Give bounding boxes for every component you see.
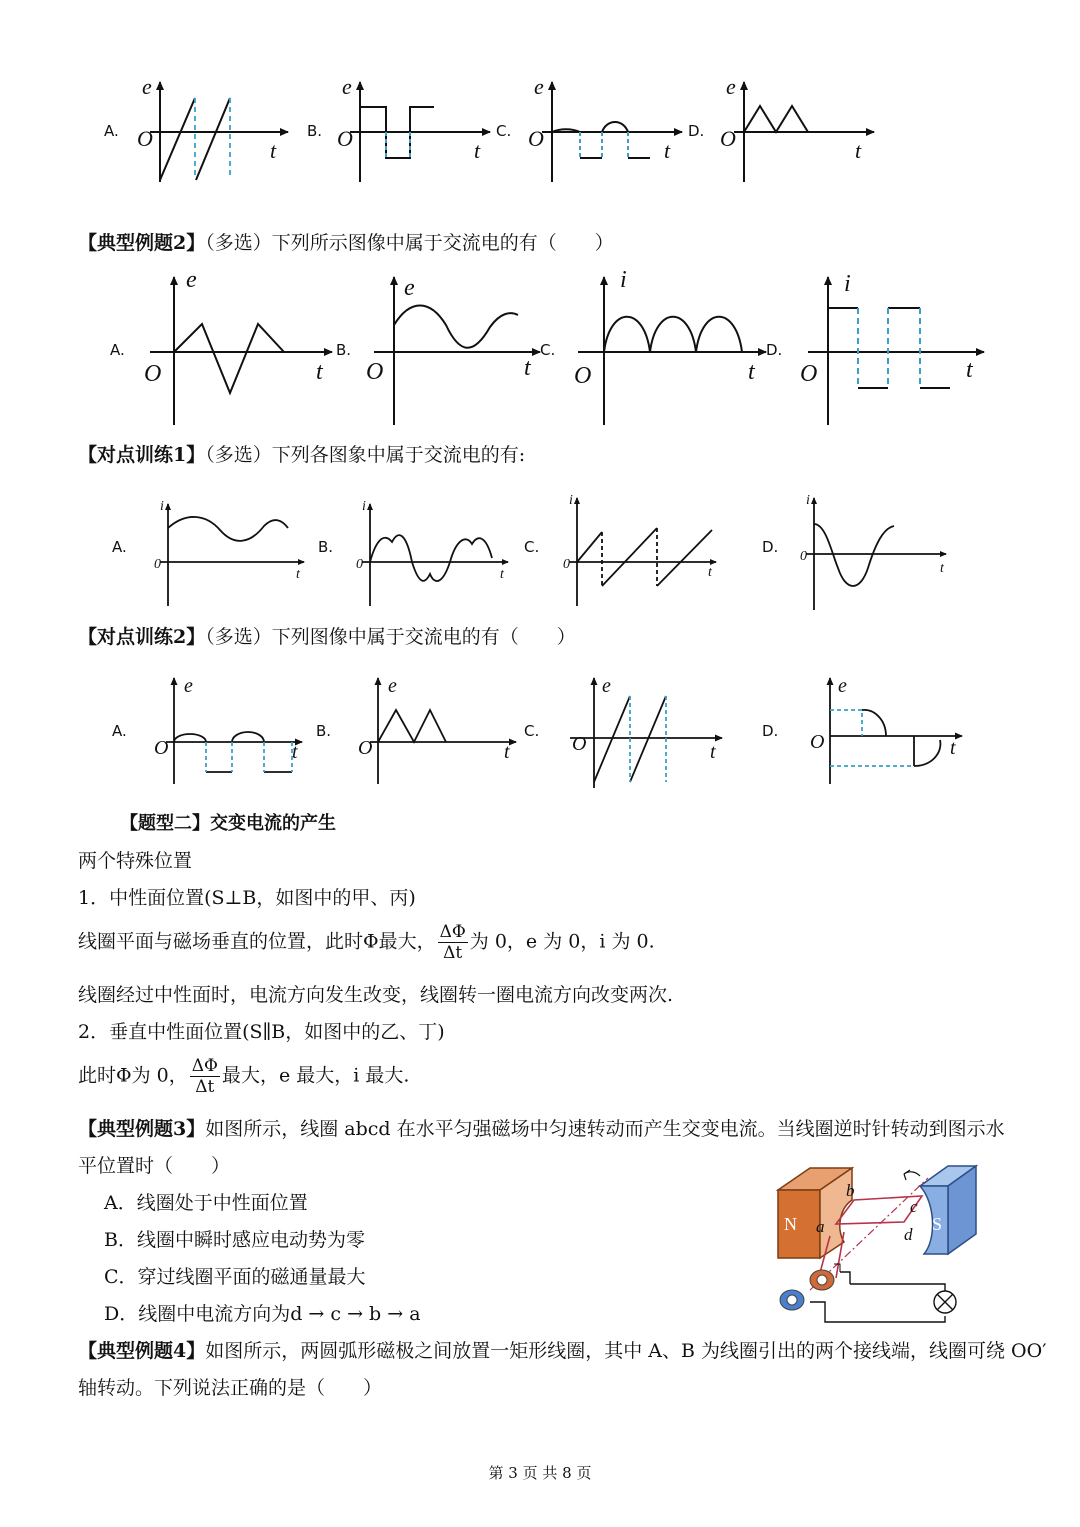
tr2-option-d: D.	[762, 722, 779, 740]
ex2-option-c: C.	[540, 341, 556, 359]
label-c: c	[910, 1197, 918, 1216]
delta-phi-fraction-2	[190, 1056, 220, 1097]
section-item1: 1．中性面位置(S⊥B，如图中的甲、丙)	[78, 887, 416, 909]
tr1-d-y: i	[806, 493, 810, 508]
ex3-choice-d: D．线圈中电流方向为d → c → b → a	[104, 1303, 421, 1325]
ex2-d-y: i	[844, 271, 851, 297]
tr2-graphs	[0, 672, 1080, 794]
tr2-d-y: e	[838, 675, 847, 697]
tr2-text: （多选）下列图像中属于交流电的有（ ）	[205, 626, 576, 648]
tr1-b-o: 0	[356, 557, 363, 572]
row1-c-o: O	[528, 126, 544, 151]
ex2-a-o: O	[144, 361, 162, 387]
tr2-option-c: C.	[524, 722, 540, 740]
tr2-a-curve	[174, 732, 292, 772]
tr1-d-curve	[814, 524, 894, 586]
tr1-d-x: t	[940, 561, 944, 576]
row1-b-x: t	[474, 138, 481, 163]
ex4-question-line2: 轴转动。下列说法正确的是（ ）	[78, 1377, 383, 1399]
ex2-b-x: t	[524, 355, 531, 381]
tr1-c-o: 0	[563, 557, 570, 572]
tr1-a-y: i	[160, 499, 164, 514]
tr1-option-d: D.	[762, 538, 779, 556]
row1-graphs	[0, 70, 1080, 195]
ex4-question-line1	[78, 1339, 1047, 1363]
row1-d-y: e	[726, 74, 736, 99]
tr2-a-o: O	[154, 737, 169, 759]
row1-b-o: O	[337, 126, 353, 151]
line1b: 为 0，e 为 0，i 为 0.	[469, 930, 655, 953]
ex2-d-x: t	[966, 357, 973, 383]
section-heading: 【题型二】交变电流的产生	[120, 813, 336, 834]
row1-option-a: A.	[104, 122, 119, 140]
ex2-a-curve	[174, 324, 284, 393]
ex3-question-line1	[78, 1117, 1005, 1141]
row1-d-curve	[744, 106, 808, 132]
label-d: d	[904, 1225, 913, 1244]
section-item2: 2．垂直中性面位置(S∥B，如图中的乙、丁)	[78, 1021, 445, 1043]
tr2-option-a: A.	[112, 722, 127, 740]
section-intro: 两个特殊位置	[78, 850, 193, 872]
section-line1	[78, 922, 655, 963]
label-n: N	[784, 1214, 797, 1234]
ex2-c-o: O	[574, 363, 592, 389]
ex4-text1: 如图所示，两圆弧形磁极之间放置一矩形线圈，其中 A、B 为线圈引出的两个接线端，线圈可绕 OO′	[205, 1340, 1047, 1362]
line1a: 线圈平面与磁场垂直的位置，此时Φ最大，	[78, 930, 436, 953]
row1-a-x: t	[270, 138, 277, 163]
generator-figure	[770, 1160, 985, 1330]
label-b: b	[846, 1181, 855, 1200]
row1-c-x: t	[664, 138, 671, 163]
ex4-tag: 【典型例题4】	[78, 1340, 206, 1362]
row1-a-o: O	[137, 126, 153, 151]
ex2-a-y: e	[186, 267, 197, 293]
frac-den-2: Δt	[195, 1077, 215, 1097]
tr1-a-x: t	[296, 567, 300, 582]
tr1-a-curve	[168, 517, 288, 541]
tr1-graphs	[0, 490, 1080, 615]
frac-num-2: ΔΦ	[191, 1056, 218, 1076]
ex2-option-a: A.	[110, 341, 125, 359]
row1-c-y: e	[534, 74, 544, 99]
tr1-option-a: A.	[112, 538, 127, 556]
ex2-d-o: O	[800, 361, 818, 387]
ex2-tag: 【典型例题2】	[78, 232, 206, 254]
tr1-option-b: B.	[318, 538, 334, 556]
row1-option-c: C.	[496, 122, 512, 140]
tr1-b-curve	[370, 535, 492, 581]
tr2-d-curve	[862, 710, 940, 766]
row1-option-b: B.	[307, 122, 323, 140]
tr2-b-o: O	[358, 737, 373, 759]
tr1-b-y: i	[362, 499, 366, 514]
tr2-option-b: B.	[316, 722, 332, 740]
ex3-choice-a: A．线圈处于中性面位置	[104, 1192, 308, 1214]
tr1-text: （多选）下列各图象中属于交流电的有:	[205, 444, 526, 466]
tr1-d-o: 0	[800, 549, 807, 564]
ex2-b-y: e	[404, 275, 415, 301]
tr1-c-curve	[577, 528, 712, 586]
tr1-tag: 【对点训练1】	[78, 444, 206, 466]
ex2-text: （多选）下列所示图像中属于交流电的有（ ）	[205, 232, 614, 254]
ex2-question	[78, 231, 614, 255]
frac-num: ΔΦ	[439, 922, 466, 942]
delta-phi-fraction	[438, 922, 468, 963]
tr2-d-o: O	[810, 731, 825, 753]
row1-d-x: t	[855, 138, 862, 163]
section-line3	[78, 1056, 409, 1097]
ex2-c-x: t	[748, 359, 755, 385]
row1-option-d: D.	[688, 122, 705, 140]
line3a: 此时Φ为 0，	[78, 1064, 188, 1087]
ex3-text1: 如图所示，线圈 abcd 在水平匀强磁场中匀速转动而产生交变电流。当线圈逆时针转动到图示水	[205, 1118, 1005, 1140]
tr1-c-x: t	[708, 565, 712, 580]
ex2-graphs	[0, 265, 1080, 430]
tr2-c-o: O	[572, 733, 587, 755]
tr2-b-y: e	[388, 675, 397, 697]
ex3-choice-b: B．线圈中瞬时感应电动势为零	[104, 1229, 365, 1251]
tr2-a-y: e	[184, 675, 193, 697]
tr1-c-y: i	[569, 493, 573, 508]
tr2-question	[78, 625, 576, 649]
ex3-tag: 【典型例题3】	[78, 1118, 206, 1140]
tr1-option-c: C.	[524, 538, 540, 556]
section-line2: 线圈经过中性面时，电流方向发生改变，线圈转一圈电流方向改变两次.	[78, 984, 674, 1006]
line3b: 最大，e 最大，i 最大.	[221, 1064, 410, 1087]
tr2-d-x: t	[950, 737, 956, 759]
ex2-b-curve	[394, 306, 518, 348]
label-a: a	[816, 1217, 825, 1236]
ex3-choice-c: C．穿过线圈平面的磁通量最大	[104, 1266, 366, 1288]
ex2-c-y: i	[620, 267, 627, 293]
tr2-c-y: e	[602, 675, 611, 697]
ex2-b-o: O	[366, 359, 384, 385]
ex2-c-curve	[604, 317, 742, 352]
label-s: S	[932, 1214, 943, 1234]
tr2-c-x: t	[710, 741, 716, 763]
row1-b-y: e	[342, 74, 352, 99]
frac-den: Δt	[443, 943, 463, 963]
row1-a-y: e	[142, 74, 152, 99]
tr2-b-x: t	[504, 741, 510, 763]
ex2-option-d: D.	[766, 341, 783, 359]
page-footer: 第 3 页 共 8 页	[488, 1464, 592, 1482]
tr1-b-x: t	[500, 567, 504, 582]
tr2-b-curve	[378, 710, 446, 742]
tr2-tag: 【对点训练2】	[78, 626, 206, 648]
ex3-question-line2: 平位置时（ ）	[78, 1155, 231, 1177]
tr1-a-o: 0	[154, 557, 161, 572]
tr1-question	[78, 443, 525, 467]
ex2-a-x: t	[316, 359, 323, 385]
row1-d-o: O	[720, 126, 736, 151]
tr2-a-x: t	[292, 741, 298, 763]
ex2-option-b: B.	[336, 341, 352, 359]
